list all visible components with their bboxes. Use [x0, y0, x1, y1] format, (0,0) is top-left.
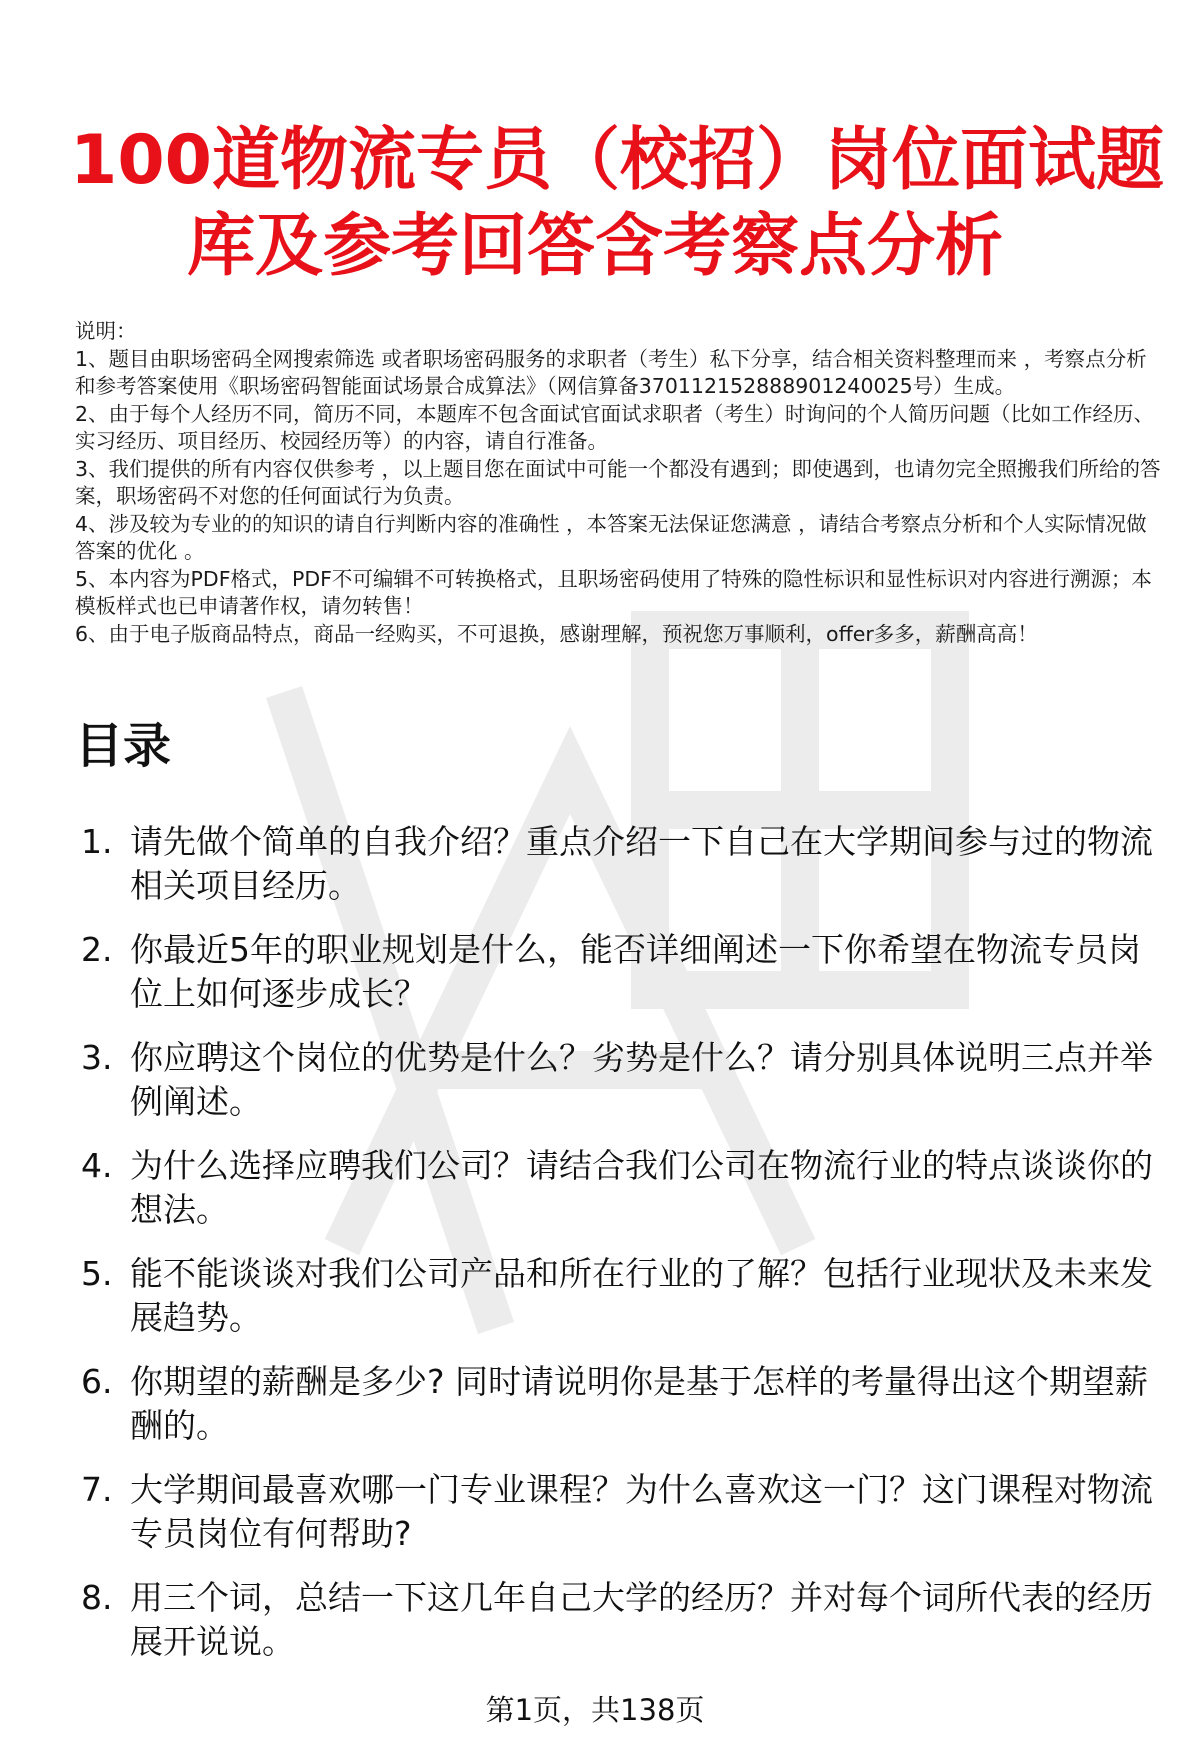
- title-line-2: 库及参考回答含考察点分析: [186, 207, 1003, 286]
- toc-item-number: 4.: [81, 1146, 113, 1185]
- toc-item-number: 2.: [81, 930, 113, 969]
- toc-item[interactable]: [75, 820, 1170, 908]
- note-item: 6、由于电子版商品特点，商品一经购买，不可退换，感谢理解，预祝您万事顺利，offer多多，薪酬高高！: [75, 621, 1038, 646]
- note-item: 3、我们提供的所有内容仅供参考 ，以上题目您在面试中可能一个都没有遇到；即使遇到，也请勿完全照搬我们所给的答案，职场密码不对您的任何面试行为负责。: [75, 456, 1161, 508]
- toc-item[interactable]: [75, 1144, 1170, 1232]
- toc-item[interactable]: [75, 1360, 1170, 1448]
- toc-heading: 目录: [75, 718, 172, 774]
- toc-item[interactable]: [75, 1252, 1170, 1340]
- title-line-1: 100道物流专员（校招）岗位面试题: [70, 121, 1164, 200]
- toc-item-number: 7.: [81, 1470, 113, 1509]
- toc-item-text: 你期望的薪酬是多少? 同时请说明你是基于怎样的考量得出这个期望薪酬的。: [130, 1362, 1149, 1445]
- note-item: 5、本内容为PDF格式，PDF不可编辑不可转换格式，且职场密码使用了特殊的隐性标识和显性标识对内容进行溯源；本模板样式也已申请著作权，请勿转售！: [75, 566, 1152, 618]
- toc-item-text: 为什么选择应聘我们公司？请结合我们公司在物流行业的特点谈谈你的想法。: [130, 1146, 1153, 1229]
- toc-item-number: 8.: [81, 1578, 113, 1617]
- toc-item-text: 请先做个简单的自我介绍？重点介绍一下自己在大学期间参与过的物流相关项目经历。: [130, 822, 1153, 905]
- toc-item[interactable]: [75, 1576, 1170, 1664]
- toc-item-number: 5.: [81, 1254, 113, 1293]
- toc-item-number: 1.: [81, 822, 113, 861]
- document-title: [70, 118, 1164, 290]
- note-item: 4、涉及较为专业的的知识的请自行判断内容的准确性 ，本答案无法保证您满意 ，请结合考察点分析和个人实际情况做答案的优化 。: [75, 511, 1147, 563]
- toc-item-text: 你应聘这个岗位的优势是什么？劣势是什么？请分别具体说明三点并举例阐述。: [130, 1038, 1153, 1121]
- table-of-contents: [75, 820, 1170, 1684]
- toc-item[interactable]: [75, 928, 1170, 1016]
- note-item: 2、由于每个人经历不同，简历不同，本题库不包含面试官面试求职者（考生）时询问的个人简历问题（比如工作经历、实习经历、项目经历、校园经历等）的内容，请自行准备。: [75, 401, 1155, 453]
- toc-item[interactable]: [75, 1036, 1170, 1124]
- toc-item-text: 能不能谈谈对我们公司产品和所在行业的了解？包括行业现状及未来发展趋势。: [130, 1254, 1153, 1337]
- note-item: 1、题目由职场密码全网搜索筛选 或者职场密码服务的求职者（考生）私下分享，结合相关资料整理而来 ，考察点分析和参考答案使用《职场密码智能面试场景合成算法》（网信算备370112152888901240025号）生成。: [75, 346, 1147, 398]
- notes-section: [75, 318, 1165, 648]
- toc-item-text: 大学期间最喜欢哪一门专业课程？为什么喜欢这一门？这门课程对物流专员岗位有何帮助?: [130, 1470, 1153, 1553]
- toc-item-number: 6.: [81, 1362, 113, 1401]
- notes-heading: 说明：: [75, 319, 137, 343]
- toc-item[interactable]: [75, 1468, 1170, 1556]
- toc-item-number: 3.: [81, 1038, 113, 1077]
- page-number-footer: 第1页，共138页: [485, 1693, 705, 1727]
- toc-item-text: 你最近5年的职业规划是什么，能否详细阐述一下你希望在物流专员岗位上如何逐步成长？: [130, 930, 1141, 1013]
- toc-item-text: 用三个词，总结一下这几年自己大学的经历？并对每个词所代表的经历展开说说。: [130, 1578, 1153, 1661]
